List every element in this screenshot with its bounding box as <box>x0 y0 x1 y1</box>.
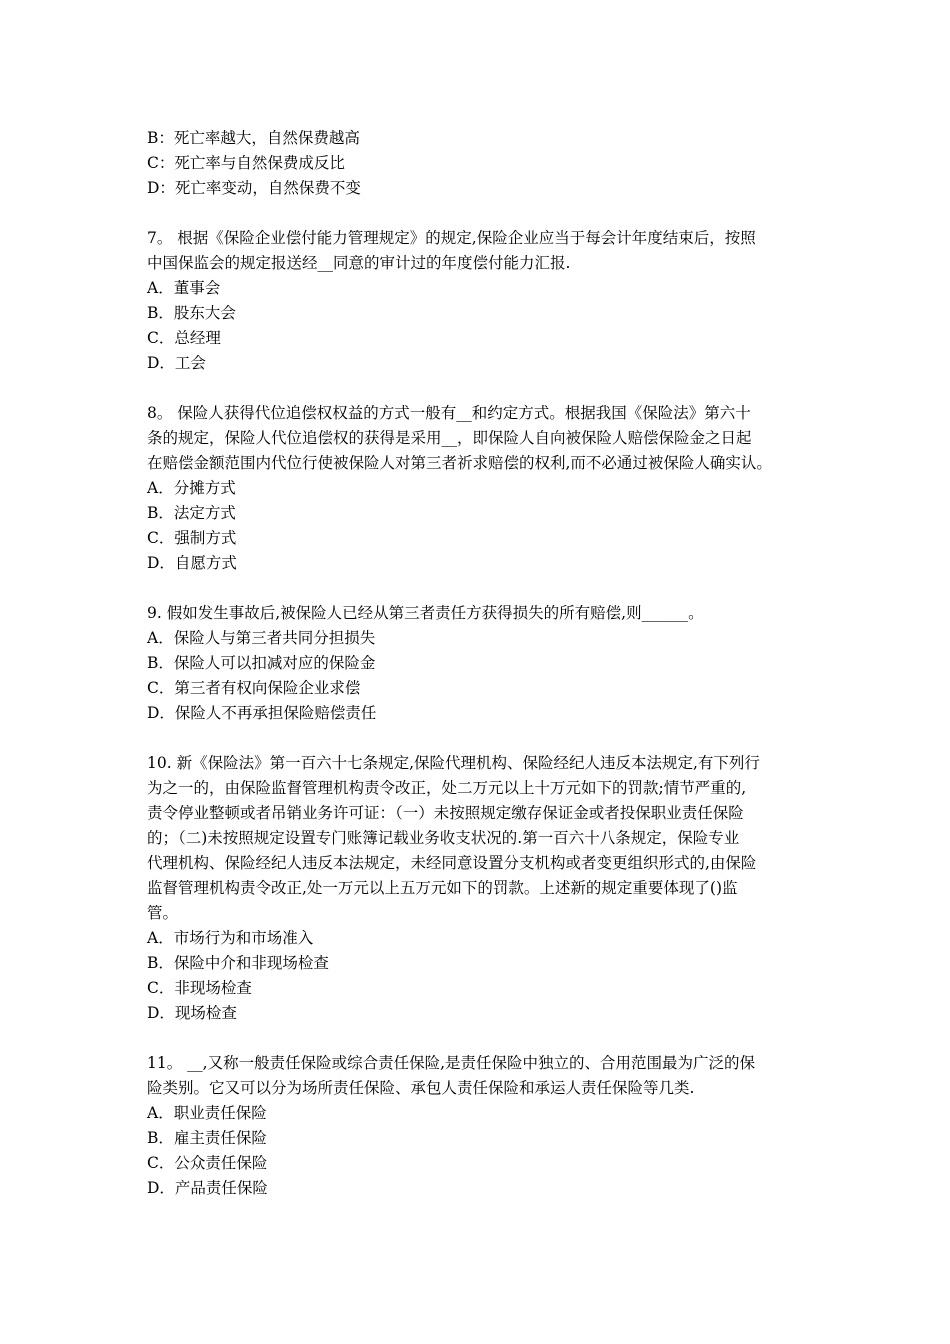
option-c: C．非现场检查 <box>147 979 252 997</box>
question-text-line: 11。 __,又称一般责任保险或综合责任保险,是责任保险中独立的、合用范围最为广泛的保 <box>147 1054 756 1072</box>
option-d: D．产品责任保险 <box>147 1179 268 1197</box>
option-a: A．董事会 <box>147 279 221 297</box>
question-text-line: 险类别。它又可以分为场所责任保险、承包人责任保险和承运人责任保险等几类. <box>147 1079 695 1097</box>
question-text-line: 责令停业整顿或者吊销业务许可证：（一）未按照规定缴存保证金或者投保职业责任保险 <box>147 804 744 822</box>
question-text-line: 在赔偿金额范围内代位行使被保险人对第三者祈求赔偿的权利,而不必通过被保险人确实认。 <box>147 454 772 472</box>
question-text-line: 代理机构、保险经纪人违反本法规定，未经同意设置分支机构或者变更组织形式的,由保险 <box>147 854 757 872</box>
option-d: D．保险人不再承担保险赔偿责任 <box>147 704 377 722</box>
option-d: D．现场检查 <box>147 1004 237 1022</box>
question-text-line: 条的规定，保险人代位追偿权的获得是采用__，即保险人自向被保险人赔偿保险金之日起 <box>147 429 752 447</box>
question-7 <box>147 226 812 376</box>
option-d: D：死亡率变动，自然保费不变 <box>147 179 361 197</box>
question-text-line: 中国保监会的规定报送经__同意的审计过的年度偿付能力汇报. <box>147 254 571 272</box>
option-b: B．保险中介和非现场检查 <box>147 954 329 972</box>
option-c: C．强制方式 <box>147 529 237 547</box>
question-text-line: 管。 <box>147 904 179 922</box>
option-a: A．分摊方式 <box>147 479 236 497</box>
question-text-line: 为之一的，由保险监督管理机构责令改正，处二万元以上十万元如下的罚款;情节严重的, <box>147 779 747 797</box>
option-d: D．工会 <box>147 354 206 372</box>
question-text-line: 7。 根据《保险企业偿付能力管理规定》的规定,保险企业应当于每会计年度结束后，按照 <box>147 229 756 247</box>
option-c: C：死亡率与自然保费成反比 <box>147 154 345 172</box>
option-c: C．第三者有权向保险企业求偿 <box>147 679 361 697</box>
question-text-line: 的；（二)未按照规定设置专门账簿记载业务收支状况的.第一百六十八条规定，保险专业 <box>147 829 740 847</box>
question-text-line: 监督管理机构责令改正,处一万元以上五万元如下的罚款。上述新的规定重要体现了()监 <box>147 879 738 897</box>
option-c: C．公众责任保险 <box>147 1154 268 1172</box>
option-d: D．自愿方式 <box>147 554 237 572</box>
option-b: B：死亡率越大，自然保费越高 <box>147 129 360 147</box>
question-text-line: 9. 假如发生事故后,被保险人已经从第三者责任方获得损失的所有赔偿,则______。 <box>147 604 704 622</box>
question-text-line: 10. 新《保险法》第一百六十七条规定,保险代理机构、保险经纪人违反本法规定,有下列行 <box>147 754 760 772</box>
option-b: B．法定方式 <box>147 504 236 522</box>
question-list <box>147 126 812 1201</box>
option-a: A．保险人与第三者共同分担损失 <box>147 629 376 647</box>
option-b: B．股东大会 <box>147 304 236 322</box>
question-text-line: 8。 保险人获得代位追偿权权益的方式一般有__和约定方式。根据我国《保险法》第六十 <box>147 404 751 422</box>
question-8 <box>147 401 812 576</box>
option-a: A．市场行为和市场准入 <box>147 929 314 947</box>
option-b: B．雇主责任保险 <box>147 1129 267 1147</box>
option-a: A．职业责任保险 <box>147 1104 267 1122</box>
question-9 <box>147 601 812 726</box>
question-6-options <box>147 126 812 201</box>
option-b: B．保险人可以扣减对应的保险金 <box>147 654 376 672</box>
option-c: C．总经理 <box>147 329 221 347</box>
question-11 <box>147 1051 812 1201</box>
question-10 <box>147 751 812 1026</box>
